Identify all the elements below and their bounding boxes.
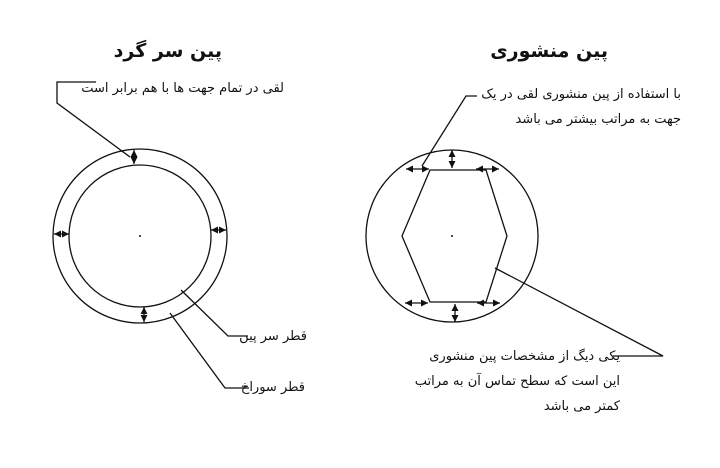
prismatic-pin-figure bbox=[366, 96, 663, 356]
head-diameter-label: قطر سر پین bbox=[239, 329, 307, 344]
leader-hole-diameter bbox=[170, 313, 249, 388]
round-pin-title: پین سر گرد bbox=[113, 40, 222, 62]
hole-diameter-label: قطر سوراخ bbox=[240, 380, 305, 395]
round-pin-figure bbox=[53, 82, 249, 388]
more-clearance-line-1: با استفاده از پین منشوری لقی در یک bbox=[481, 87, 681, 102]
less-contact-line-2: این است که سطح تماس آن به مراتب bbox=[414, 374, 620, 389]
leader-more-clearance bbox=[422, 96, 477, 166]
leader-head-diameter bbox=[181, 290, 248, 336]
less-contact-note bbox=[415, 344, 620, 419]
more-clearance-note bbox=[481, 82, 681, 132]
hexagonal-pin-outline bbox=[402, 170, 507, 302]
equal-clearance-note: لقی در تمام جهت ها با هم برابر است bbox=[81, 81, 284, 96]
center-dot bbox=[139, 235, 141, 237]
leader-less-contact bbox=[495, 268, 663, 356]
less-contact-line-3: کمتر می باشد bbox=[543, 399, 620, 414]
more-clearance-line-2: جهت به مراتب بیشتر می باشد bbox=[515, 112, 681, 127]
prismatic-pin-title: پین منشوری bbox=[490, 40, 608, 62]
center-dot-right bbox=[451, 235, 453, 237]
less-contact-line-1: یکی دیگ از مشخصات پین منشوری bbox=[429, 349, 620, 364]
